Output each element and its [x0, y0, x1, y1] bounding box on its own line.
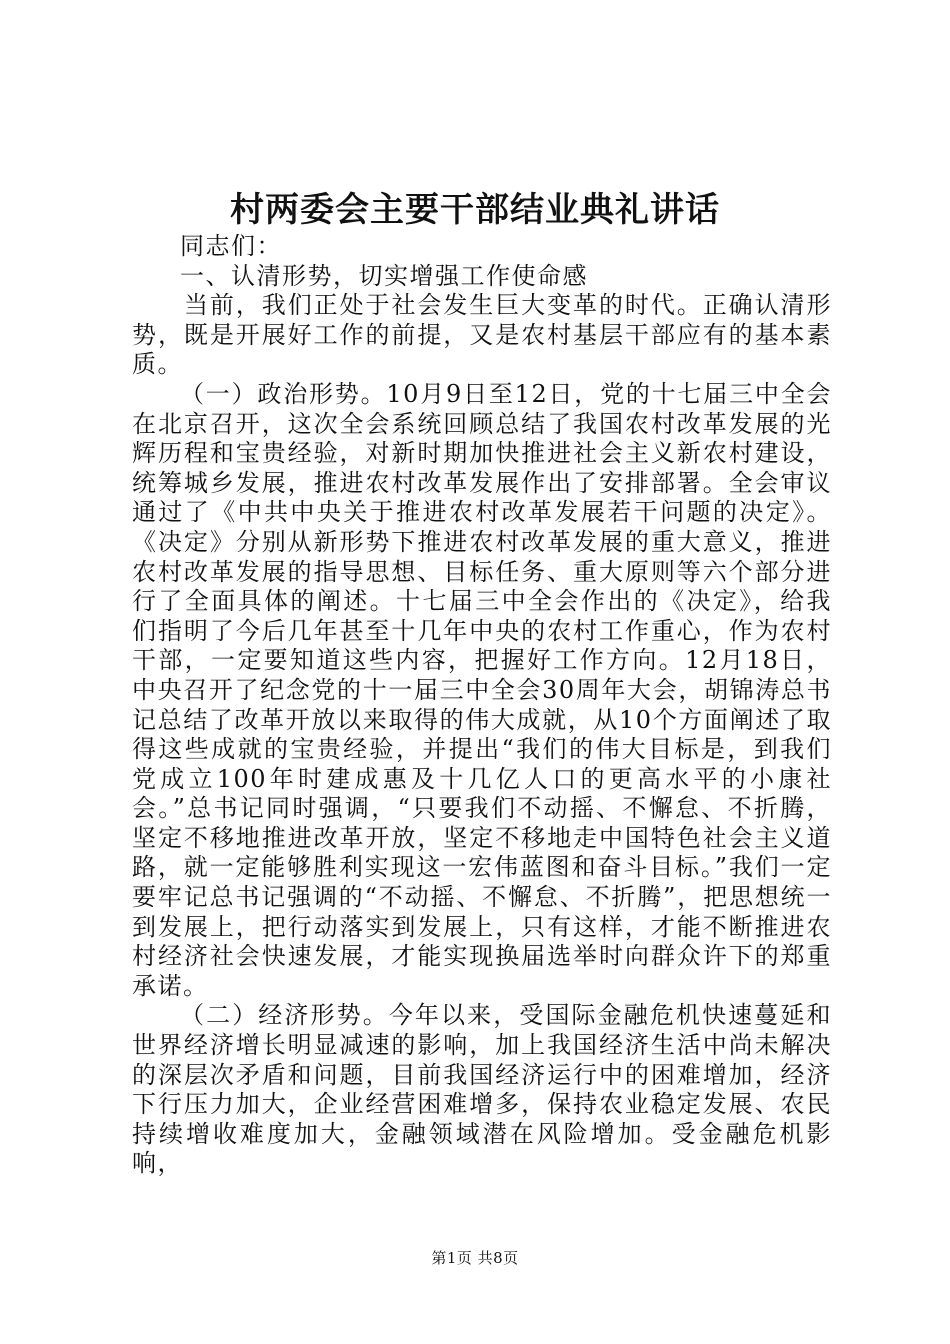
political-situation-paragraph: （一）政治形势。10月9日至12日，党的十七届三中全会在北京召开，这次全会系统回顾总结了我国农村改革发展的光辉历程和宝贵经验，对新时期加快推进社会主义新农村建设，统筹城乡发展，推进农村改革发展作出了安排部署。全会审议通过了《中共中央关于推进农村改革发展若干问题的决定》。《决定》分别从新形势下推进农村改革发展的重大意义，推进农村改革发展的指导思想、目标任务、重大原则等六个部分进行了全面具体的阐述。十七届三中全会作出的《决定》，给我们指明了今后几年甚至十几年中央的农村工作重心，作为农村干部，一定要知道这些内容，把握好工作方向。12月18日，中央召开了纪念党的十一届三中全会30周年大会，胡锦涛总书记总结了改革开放以来取得的伟大成就，从10个方面阐述了取得这些成就的宝贵经验，并提出“我们的伟大目标是，到我们党成立100年时建成惠及十几亿人口的更高水平的小康社会。”总书记同时强调，“只要我们不动摇、不懈怠、不折腾，坚定不移地推进改革开放，坚定不移地走中国特色社会主义道路，就一定能够胜利实现这一宏伟蓝图和奋斗目标。”我们一定要牢记总书记强调的“不动摇、不懈怠、不折腾”，把思想统一到发展上，把行动落实到发展上，只有这样，才能不断推进农村经济社会快速发展，才能实现换届选举时向群众许下的郑重承诺。 [132, 379, 832, 1000]
section-heading-1: 一、认清形势，切实增强工作使命感 [180, 261, 588, 290]
document-body [132, 232, 832, 1179]
salutation-paragraph: 同志们： [180, 232, 282, 260]
document-title: 村两委会主要干部结业典礼讲话 [230, 190, 720, 230]
body-paragraph: 当前，我们正处于社会发生巨大变革的时代。正确认清形势，既是开展好工作的前提，又是农村基层干部应有的基本素质。 [132, 291, 832, 379]
economic-situation-paragraph: （二）经济形势。今年以来，受国际金融危机快速蔓延和世界经济增长明显减速的影响，加上我国经济生活中尚未解决的深层次矛盾和问题，目前我国经济运行中的困难增加，经济下行压力加大，企业经营困难增多，保持农业稳定发展、农民持续增收难度加大，金融领域潜在风险增加。受金融危机影响， [132, 1001, 832, 1178]
page-number-footer: 第1页 共8页 [431, 1249, 519, 1267]
